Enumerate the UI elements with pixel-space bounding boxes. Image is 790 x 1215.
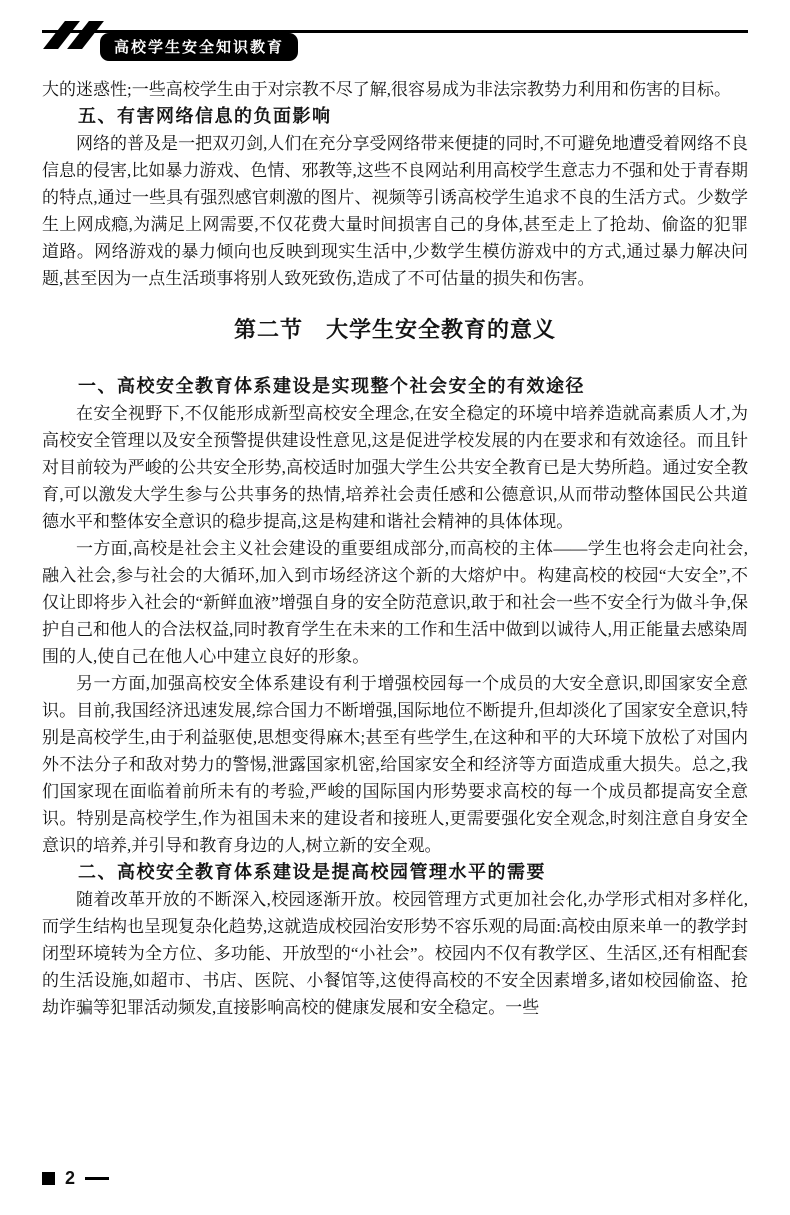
heading-five-harmful-network-info: 五、有害网络信息的负面影响	[78, 106, 332, 126]
page-content	[42, 76, 748, 1021]
section-title: 第二节 大学生安全教育的意义	[233, 317, 556, 342]
paragraph-reform-opening: 随着改革开放的不断深入,校园逐渐开放。校园管理方式更加社会化,办学形式相对多样化,而学生结构也呈现复杂化趋势,这就造成校园治安形势不容乐观的局面:高校由原来单一的教学封闭型环境转为全方位、多功能、开放型的“小社会”。校园内不仅有教学区、生活区,还有相配套的生活设施,如超市、书店、医院、小餐馆等,这使得高校的不安全因素增多,诸如校园偷盗、抢劫诈骗等犯罪活动频发,直接影响高校的健康发展和安全稳定。一些	[42, 890, 748, 1017]
page-number: 2	[65, 1168, 76, 1188]
paragraph-carryover: 大的迷惑性;一些高校学生由于对宗教不尽了解,很容易成为非法宗教势力利用和伤害的目标。	[42, 80, 731, 99]
diagonal-stripes-icon	[44, 21, 104, 49]
book-title-badge: 高校学生安全知识教育	[100, 33, 298, 61]
page-footer	[42, 1168, 109, 1189]
page-marker-dash-icon	[85, 1177, 109, 1180]
paragraph-network-harm: 网络的普及是一把双刃剑,人们在充分享受网络带来便捷的同时,不可避免地遭受着网络不良信息的侵害,比如暴力游戏、色情、邪教等,这些不良网站利用高校学生意志力不强和处于青春期的特点,通过一些具有强烈感官刺激的图片、视频等引诱高校学生追求不良的生活方式。少数学生上网成瘾,为满足上网需要,不仅花费大量时间损害自己的身体,甚至走上了抢劫、偷盗的犯罪道路。网络游戏的暴力倾向也反映到现实生活中,少数学生模仿游戏中的方式,通过暴力解决问题,甚至因为一点生活琐事将别人致死致伤,造成了不可估量的损失和伤害。	[42, 134, 748, 288]
heading-one-effective-path: 一、高校安全教育体系建设是实现整个社会安全的有效途径	[78, 376, 585, 396]
heading-two-campus-management: 二、高校安全教育体系建设是提高校园管理水平的需要	[78, 862, 546, 882]
paragraph-one-aspect: 一方面,高校是社会主义社会建设的重要组成部分,而高校的主体——学生也将会走向社会,融入社会,参与社会的大循环,加入到市场经济这个新的大熔炉中。构建高校的校园“大安全”,不仅让即将步入社会的“新鲜血液”增强自身的安全防范意识,敢于和社会一些不安全行为做斗争,保护自己和他人的合法权益,同时教育学生在未来的工作和生活中做到以诚待人,用正能量去感染周围的人,使自己在他人心中建立良好的形象。	[42, 539, 748, 666]
paragraph-safety-vision: 在安全视野下,不仅能形成新型高校安全理念,在安全稳定的环境中培养造就高素质人才,为高校安全管理以及安全预警提供建设性意见,这是促进学校发展的内在要求和有效途径。而且针对目前较为严峻的公共安全形势,高校适时加强大学生公共安全教育已是大势所趋。通过安全教育,可以激发大学生参与公共事务的热情,培养社会责任感和公德意识,从而带动整体国民公共道德水平和整体安全意识的稳步提高,这是构建和谐社会精神的具体体现。	[42, 404, 748, 531]
page-marker-square-icon	[42, 1172, 55, 1185]
page-header	[42, 24, 748, 64]
paragraph-other-aspect: 另一方面,加强高校安全体系建设有利于增强校园每一个成员的大安全意识,即国家安全意识。目前,我国经济迅速发展,综合国力不断增强,国际地位不断提升,但却淡化了国家安全意识,特别是高校学生,由于利益驱使,思想变得麻木;甚至有些学生,在这种和平的大环境下放松了对国内外不法分子和敌对势力的警惕,泄露国家机密,给国家安全和经济等方面造成重大损失。总之,我们国家现在面临着前所未有的考验,严峻的国际国内形势要求高校的每一个成员都提高安全意识。特别是高校学生,作为祖国未来的建设者和接班人,更需要强化安全观念,时刻注意自身安全意识的培养,并引导和教育身边的人,树立新的安全观。	[42, 674, 748, 855]
